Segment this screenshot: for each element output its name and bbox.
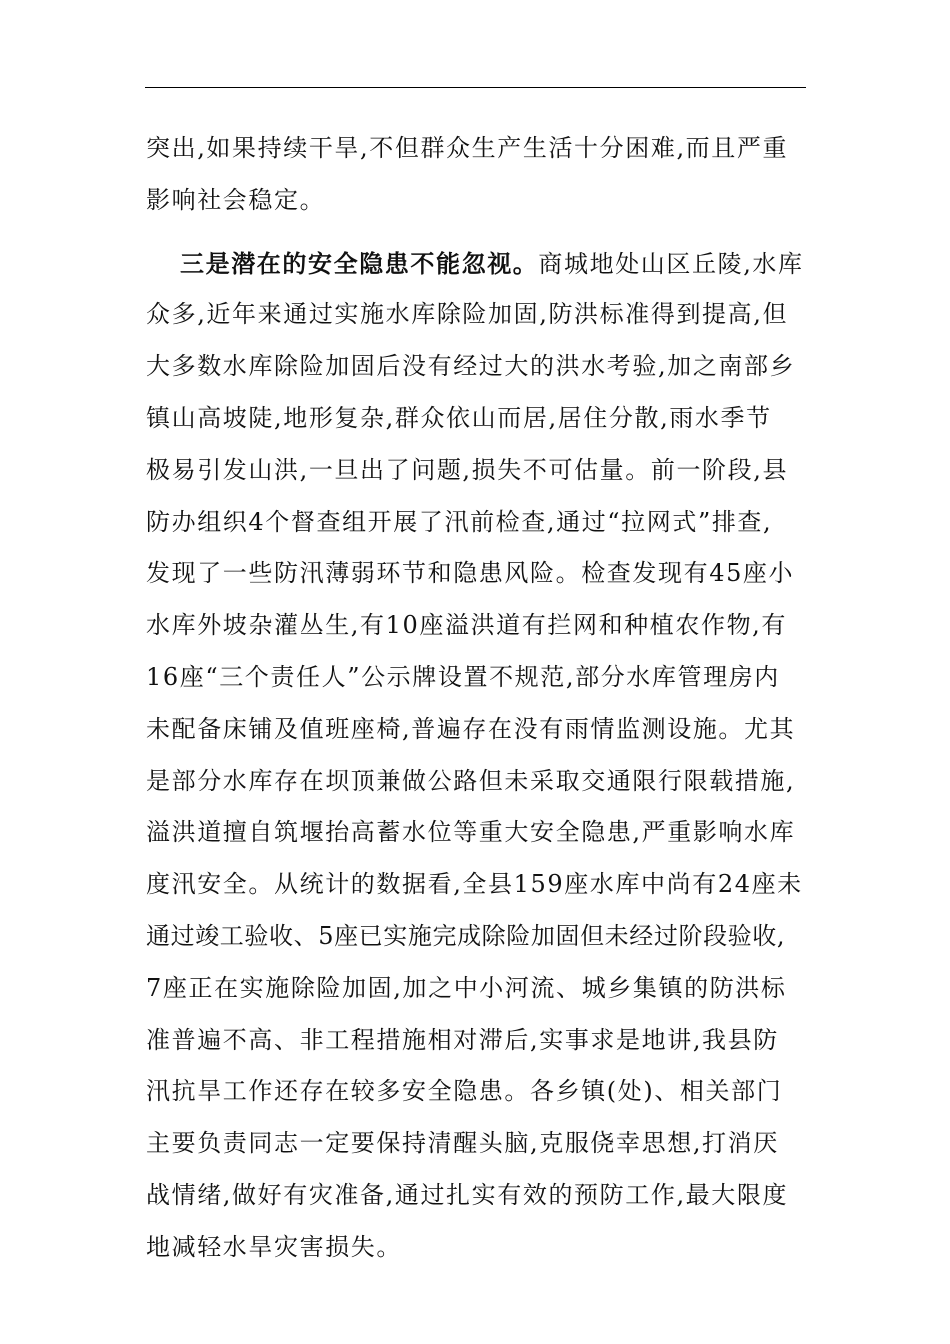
text-line: 地减轻水旱灾害损失。 <box>146 1232 402 1261</box>
text-line: 汛抗旱工作还存在较多安全隐患。各乡镇(处)、相关部门 <box>146 1077 783 1106</box>
paragraph-lead-bold: 三是潜在的安全隐患不能忽视。 <box>180 248 539 278</box>
text-line: 镇山高坡陡,地形复杂,群众依山而居,居住分散,雨水季节 <box>146 403 772 432</box>
text-line: 是部分水库存在坝顶兼做公路但未采取交通限行限载措施, <box>146 766 796 795</box>
text-line: 7座正在实施除险加固,加之中小河流、城乡集镇的防洪标 <box>146 973 787 1002</box>
text-line: 度汛安全。从统计的数据看,全县159座水库中尚有24座未 <box>146 870 803 899</box>
text-line: 极易引发山洪,一旦出了问题,损失不可估量。前一阶段,县 <box>146 455 789 484</box>
text-line: 突出,如果持续干旱,不但群众生产生活十分困难,而且严重 <box>146 134 789 162</box>
text-line: 发现了一些防汛薄弱环节和隐患风险。检查发现有45座小 <box>146 559 795 588</box>
text-line: 16座“三个责任人”公示牌设置不规范,部分水库管理房内 <box>146 662 780 691</box>
text-line: 准普遍不高、非工程措施相对滞后,实事求是地讲,我县防 <box>146 1025 779 1054</box>
text-line: 众多,近年来通过实施水库除险加固,防洪标准得到提高,但 <box>146 300 789 329</box>
paragraph-2 <box>146 238 814 1274</box>
text-line: 大多数水库除险加固后没有经过大的洪水考验,加之南部乡 <box>146 352 796 381</box>
text-line: 未配备床铺及值班座椅,普遍存在没有雨情监测设施。尤其 <box>146 714 796 743</box>
text-line: 战情绪,做好有灾准备,通过扎实有效的预防工作,最大限度 <box>146 1180 789 1209</box>
text-line: 主要负责同志一定要保持清醒头脑,克服侥幸思想,打消厌 <box>146 1129 779 1158</box>
paragraph-lead-rest: 商城地处山区丘陵,水库 <box>538 249 804 278</box>
paragraph-1 <box>146 123 814 227</box>
header-rule <box>145 87 806 88</box>
text-line: 影响社会稳定。 <box>146 185 326 214</box>
text-line-lead <box>146 238 814 290</box>
text-line: 防办组织4个督查组开展了汛前检查,通过“拉网式”排查, <box>146 507 773 536</box>
text-line: 水库外坡杂灌丛生,有10座溢洪道有拦网和种植农作物,有 <box>146 611 787 640</box>
text-line: 溢洪道擅自筑堰抬高蓄水位等重大安全隐患,严重影响水库 <box>146 818 796 847</box>
document-body <box>146 123 814 1274</box>
text-line: 通过竣工验收、5座已实施完成除险加固但未经过阶段验收, <box>146 921 786 950</box>
